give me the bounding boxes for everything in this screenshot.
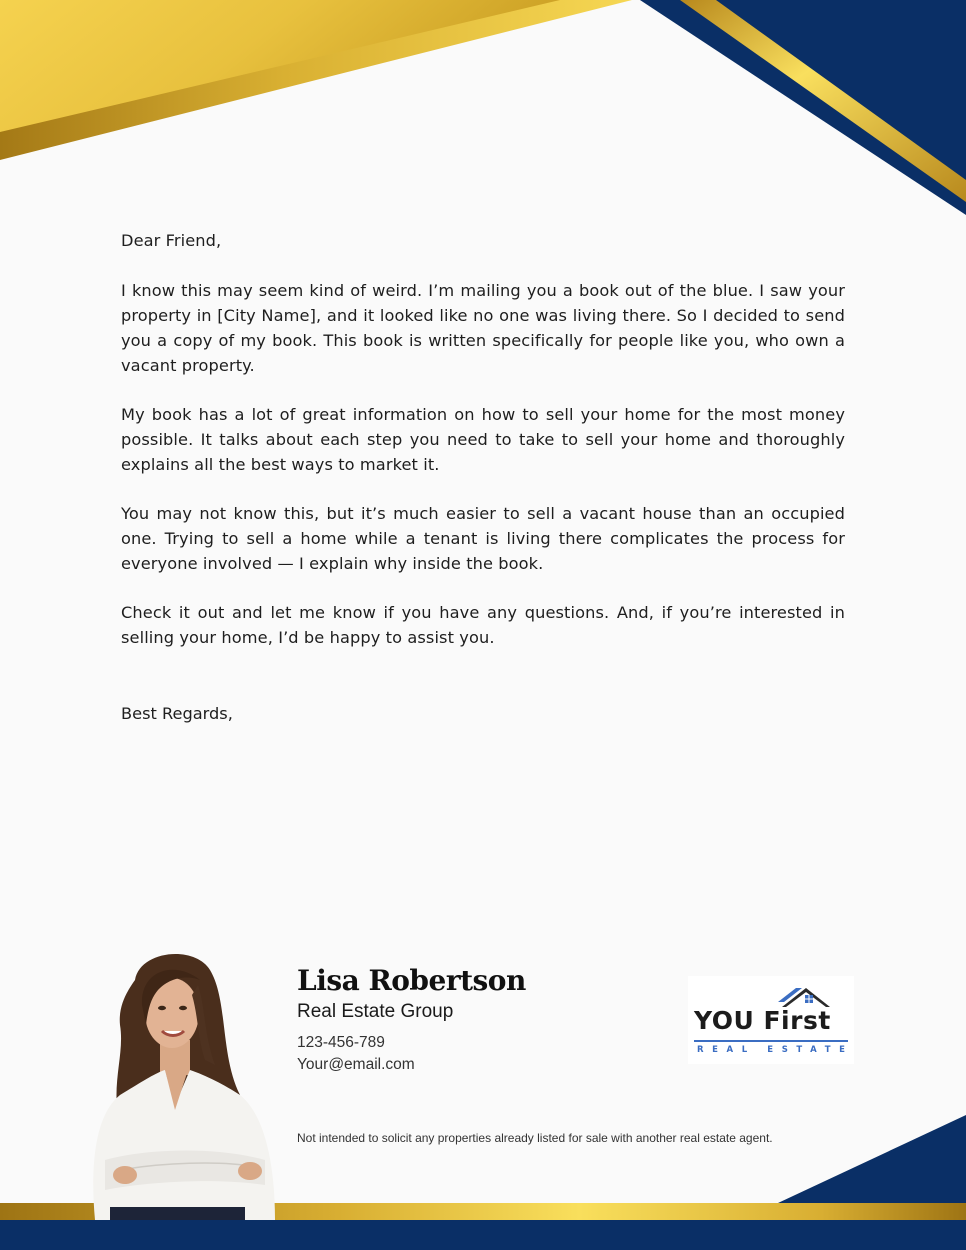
agent-email: Your@email.com bbox=[297, 1056, 415, 1073]
logo-wordmark: YOU First bbox=[694, 1006, 831, 1035]
logo-divider bbox=[694, 1040, 848, 1042]
company-logo bbox=[688, 976, 854, 1064]
agent-company: Real Estate Group bbox=[297, 1001, 454, 1022]
agent-photo bbox=[80, 945, 285, 1220]
salutation: Dear Friend, bbox=[121, 231, 222, 250]
agent-phone: 123-456-789 bbox=[297, 1034, 385, 1051]
footer-navy-triangle bbox=[778, 1115, 966, 1203]
paragraph: You may not know this, but it’s much easier to sell a vacant house than an occupied one. Trying to sell a home while a tenant is living there complicates the process for everyone involved — I explain why inside the book. bbox=[121, 504, 845, 573]
footer-navy-bar bbox=[0, 1220, 966, 1250]
logo-tagline: REAL ESTATE bbox=[697, 1045, 854, 1055]
closing: Best Regards, bbox=[121, 704, 233, 723]
disclaimer: Not intended to solicit any properties already listed for sale with another real estate agent. bbox=[297, 1131, 773, 1145]
letter-body bbox=[121, 228, 845, 674]
paragraph: I know this may seem kind of weird. I’m mailing you a book out of the blue. I saw your property in [City Name], and it looked like no one was living there. So I decided to send you a copy of my book. This book is written specifically for people like you, who own a vacant property. bbox=[121, 281, 845, 375]
header-navy-shape bbox=[640, 0, 966, 215]
header-gold-shape-light bbox=[0, 0, 560, 132]
paragraph: My book has a lot of great information on how to sell your home for the most money possible. It talks about each step you need to take to sell your home and thoroughly explains all the best ways to market it. bbox=[121, 405, 845, 474]
agent-name: Lisa Robertson bbox=[297, 964, 526, 997]
paragraph: Check it out and let me know if you have any questions. And, if you’re interested in selling your home, I’d be happy to assist you. bbox=[121, 603, 845, 647]
